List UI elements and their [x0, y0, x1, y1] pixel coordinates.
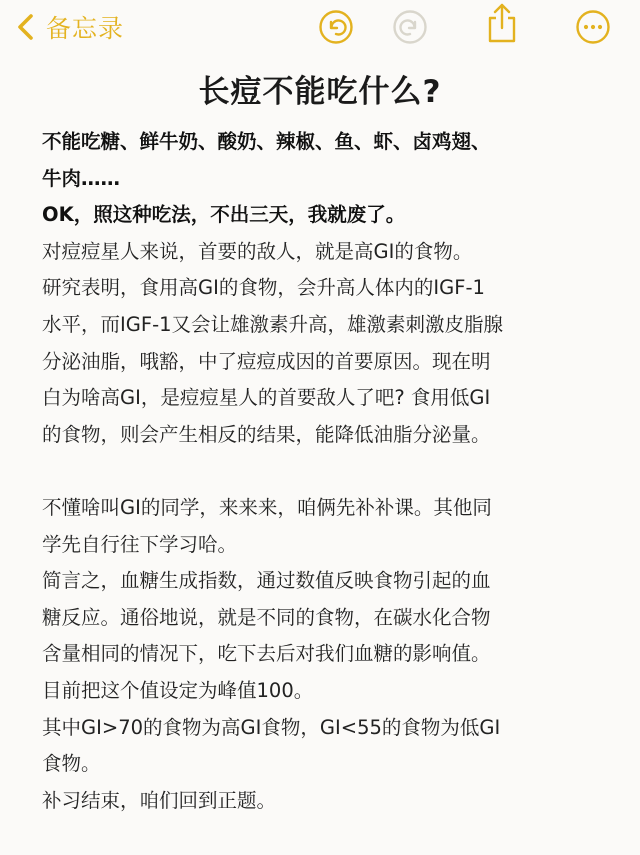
- note-line: 不能吃糖、鲜牛奶、酸奶、辣椒、鱼、虾、卤鸡翅、: [42, 130, 491, 153]
- blank-line: [42, 453, 612, 490]
- note-line: 对痘痘星人来说，首要的敌人，就是高GI的食物。: [42, 239, 473, 263]
- note-line: 简言之，血糖生成指数，通过数值反映食物引起的血: [42, 569, 491, 593]
- note-line: 糖反应。通俗地说，就是不同的食物，在碳水化合物: [42, 605, 491, 629]
- note-body[interactable]: [42, 124, 612, 819]
- note-line: 水平，而IGF-1又会让雄激素升高，雄激素刺激皮脂腺: [42, 312, 504, 336]
- note-line: 补习结束，咱们回到正题。: [42, 788, 277, 812]
- redo-button[interactable]: [392, 9, 428, 45]
- note-line: OK，照这种吃法，不出三天，我就废了。: [42, 203, 406, 227]
- note-line: 不懂啥叫GI的同学，来来来，咱俩先补补课。其他同: [42, 495, 492, 519]
- back-label: 备忘录: [46, 14, 125, 43]
- share-icon: [484, 1, 520, 45]
- undo-button[interactable]: [318, 9, 354, 45]
- note-line: 食物。: [42, 752, 101, 776]
- share-button[interactable]: [484, 5, 520, 41]
- note-line: 牛肉……: [42, 166, 121, 190]
- note-line: 其中GI>70的食物为高GI食物，GI<55的食物为低GI: [42, 715, 501, 739]
- note-line: 研究表明，食用高GI的食物，会升高人体内的IGF-1: [42, 276, 485, 300]
- note-line: 的食物，则会产生相反的结果，能降低油脂分泌量。: [42, 422, 491, 446]
- undo-icon: [318, 9, 354, 45]
- note-line: 分泌油脂，哦豁，中了痘痘成因的首要原因。现在明: [42, 349, 491, 373]
- note-line: 白为啥高GI，是痘痘星人的首要敌人了吧? 食用低GI: [42, 386, 491, 410]
- note-title[interactable]: 长痘不能吃什么?: [198, 74, 442, 110]
- redo-icon: [392, 9, 428, 45]
- notes-toolbar: [0, 0, 640, 56]
- note-line: 学先自行往下学习哈。: [42, 532, 238, 556]
- note-line: 目前把这个值设定为峰值100。: [42, 678, 314, 702]
- chevron-left-icon: [14, 12, 40, 42]
- more-icon: [575, 9, 611, 45]
- back-button[interactable]: [14, 8, 124, 46]
- note-line: 含量相同的情况下，吃下去后对我们血糖的影响值。: [42, 642, 491, 666]
- more-button[interactable]: [575, 9, 611, 45]
